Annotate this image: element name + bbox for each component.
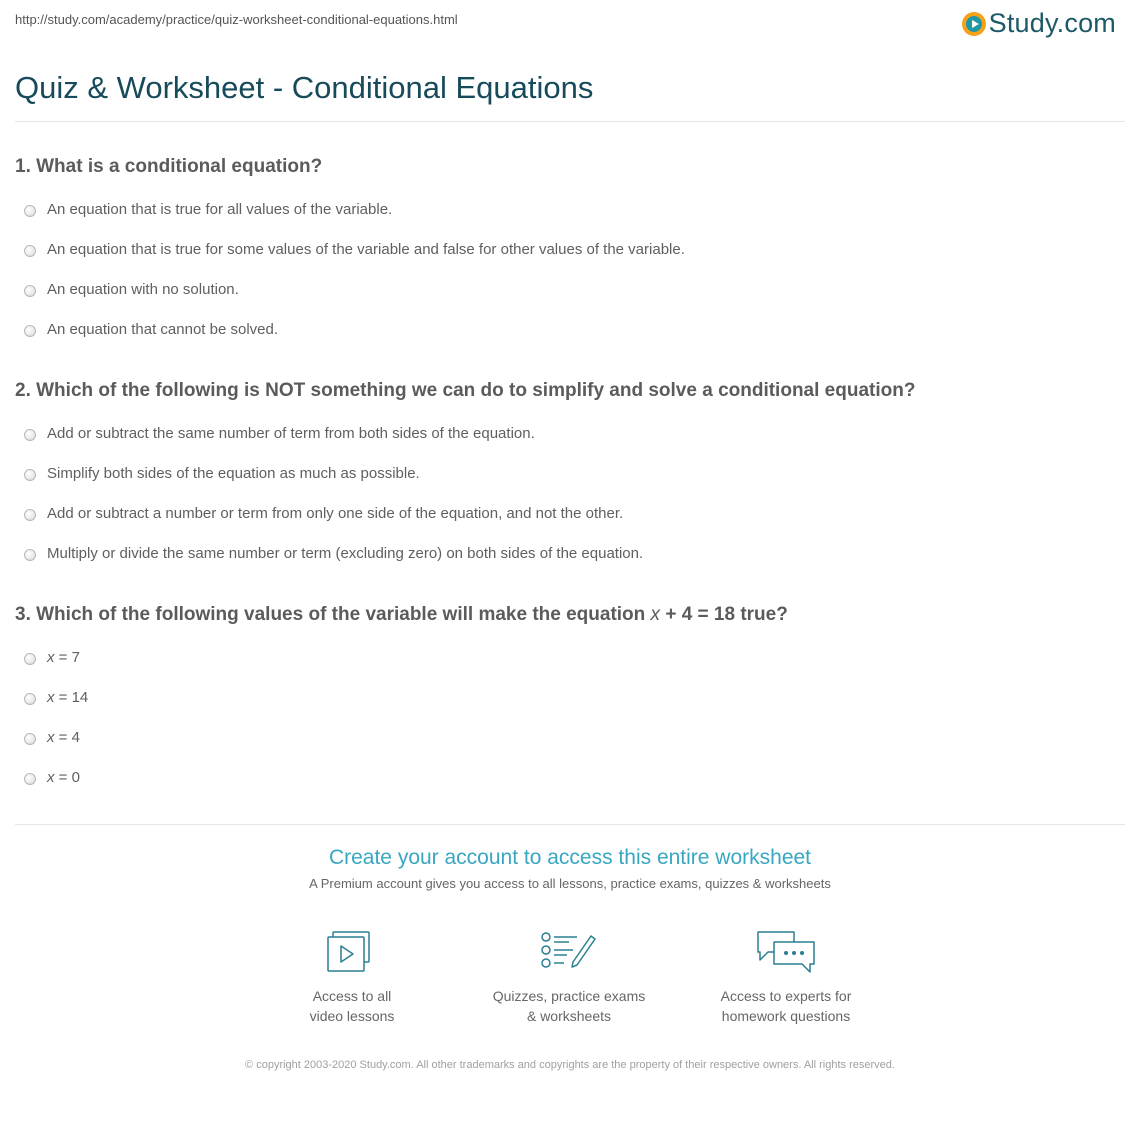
option-variable: x bbox=[47, 729, 55, 746]
radio-button-icon[interactable] bbox=[24, 429, 36, 441]
answer-option[interactable] bbox=[15, 689, 1125, 729]
answer-option[interactable] bbox=[15, 201, 1125, 241]
radio-button-icon[interactable] bbox=[24, 733, 36, 745]
logo-text: Study.com bbox=[988, 8, 1116, 38]
answer-option[interactable] bbox=[15, 649, 1125, 689]
question-1-options bbox=[15, 201, 1125, 361]
signup-cta bbox=[0, 846, 1140, 891]
answer-option[interactable] bbox=[15, 425, 1125, 465]
option-label: An equation with no solution. bbox=[47, 281, 239, 298]
question-3-text bbox=[15, 604, 1125, 626]
question-3-options bbox=[15, 649, 1125, 809]
radio-button-icon[interactable] bbox=[24, 693, 36, 705]
option-label: = 4 bbox=[54, 729, 80, 746]
page-title: Quiz & Worksheet - Conditional Equations bbox=[15, 70, 594, 105]
answer-option[interactable] bbox=[15, 729, 1125, 769]
radio-button-icon[interactable] bbox=[24, 653, 36, 665]
answer-option[interactable] bbox=[15, 241, 1125, 281]
section-divider bbox=[15, 824, 1125, 825]
answer-option[interactable] bbox=[15, 465, 1125, 505]
option-label: Simplify both sides of the equation as much as possible. bbox=[47, 465, 420, 482]
feature-label-line2: video lessons bbox=[309, 1008, 395, 1024]
answer-option[interactable] bbox=[15, 769, 1125, 809]
copyright-notice: © copyright 2003-2020 Study.com. All other trademarks and copyrights are the property of their respective owners. All rights reserved. bbox=[245, 1059, 895, 1071]
title-divider bbox=[15, 121, 1125, 122]
feature-label-line1: Access to all bbox=[312, 988, 392, 1004]
study-play-logo-icon bbox=[962, 12, 986, 36]
page-url: http://study.com/academy/practice/quiz-worksheet-conditional-equations.html bbox=[15, 12, 458, 27]
option-label: = 7 bbox=[54, 649, 80, 666]
chat-bubbles-icon bbox=[754, 930, 818, 976]
option-variable: x bbox=[47, 689, 55, 706]
question-2-text: 2. Which of the following is NOT something we can do to simplify and solve a conditional equation? bbox=[15, 380, 916, 401]
answer-option[interactable] bbox=[15, 321, 1125, 361]
answer-option[interactable] bbox=[15, 505, 1125, 545]
option-label: Add or subtract the same number of term from both sides of the equation. bbox=[47, 425, 535, 442]
radio-button-icon[interactable] bbox=[24, 325, 36, 337]
question-1 bbox=[15, 156, 1125, 361]
question-2 bbox=[15, 380, 1125, 585]
question-3-variable: x bbox=[650, 604, 661, 625]
feature-label-line1: Access to experts for bbox=[720, 988, 852, 1004]
radio-button-icon[interactable] bbox=[24, 549, 36, 561]
answer-option[interactable] bbox=[15, 545, 1125, 585]
quiz-checklist-icon bbox=[539, 930, 599, 976]
radio-button-icon[interactable] bbox=[24, 469, 36, 481]
option-label: An equation that is true for all values of the variable. bbox=[47, 201, 393, 218]
option-variable: x bbox=[47, 769, 55, 786]
top-bar bbox=[15, 8, 1116, 42]
answer-option[interactable] bbox=[15, 281, 1125, 321]
option-label: = 14 bbox=[54, 689, 89, 706]
radio-button-icon[interactable] bbox=[24, 285, 36, 297]
feature-experts bbox=[686, 930, 886, 1026]
study-logo[interactable] bbox=[962, 8, 1116, 39]
option-label: An equation that cannot be solved. bbox=[47, 321, 279, 338]
radio-button-icon[interactable] bbox=[24, 205, 36, 217]
question-3-text-start: 3. Which of the following values of the variable will make the equation bbox=[15, 604, 651, 625]
radio-button-icon[interactable] bbox=[24, 773, 36, 785]
radio-button-icon[interactable] bbox=[24, 245, 36, 257]
option-label: An equation that is true for some values of the variable and false for other values of the variable. bbox=[47, 241, 685, 258]
cta-title-link[interactable]: Create your account to access this entire worksheet bbox=[328, 846, 812, 869]
feature-video-lessons bbox=[252, 930, 452, 1026]
cta-subtitle: A Premium account gives you access to all lessons, practice exams, quizzes & worksheets bbox=[309, 876, 831, 891]
question-1-text: 1. What is a conditional equation? bbox=[15, 156, 323, 177]
option-label: Add or subtract a number or term from only one side of the equation, and not the other. bbox=[47, 505, 624, 522]
option-label: = 0 bbox=[54, 769, 80, 786]
feature-label-line2: & worksheets bbox=[526, 1008, 612, 1024]
feature-label-line2: homework questions bbox=[721, 1008, 851, 1024]
video-lesson-icon bbox=[322, 930, 382, 976]
question-2-options bbox=[15, 425, 1125, 585]
feature-label-line1: Quizzes, practice exams bbox=[492, 988, 646, 1004]
radio-button-icon[interactable] bbox=[24, 509, 36, 521]
option-label: Multiply or divide the same number or term (excluding zero) on both sides of the equation. bbox=[47, 545, 644, 562]
feature-quizzes bbox=[469, 930, 669, 1026]
question-3-text-end: + 4 = 18 true? bbox=[660, 604, 788, 625]
option-variable: x bbox=[47, 649, 55, 666]
question-3 bbox=[15, 604, 1125, 809]
